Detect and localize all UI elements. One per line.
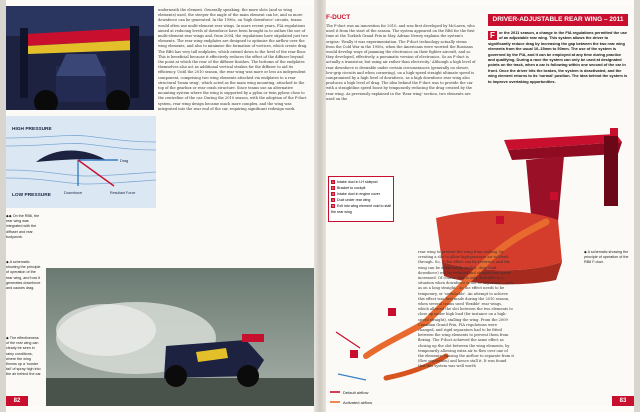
rear-wing-photo [6,6,154,110]
section-banner: DRIVER-ADJUSTABLE REAR WING – 2011 [488,14,628,26]
callout-4 [550,192,558,200]
legend-item-4: 4 Duct under rear wing [332,198,371,202]
adjustable-wing-intro [488,30,628,84]
pressure-diagram [6,116,156,208]
rain-race-photo [46,268,314,406]
key-activated-airflow: Activated airflow [343,400,373,405]
callout-1 [350,350,358,358]
caption-fduct-schematic: ◆ A schematic showing the principle of operation of the RB6 F-duct. [584,250,629,265]
legend-item-3: 3 Intake duct in engine cover [332,192,380,196]
intro-text: or the 2011 season, a change in the FIA regulations permitted the use of an adjustable rear wing. This system allows the driver to significantly reduce drag by increasing the gap between the two rear wing elements from the usual 10–15mm to 50mm. The use of the system is governed by the FIA, and it can be employed at any time during practice and qualifying. During a race the system can only be used at designated points on the track, when a car is following within one second of the car in front. Once the driver hits the brakes, the system is deactivated, and the wing element returns to its 'normal' position. The idea behind the system is to improve overtaking opportunities. [488,30,628,84]
high-pressure-label: HIGH PRESSURE [12,127,52,132]
left-body-text: underneath the element. Generally speaking, the more slots (and so wing elements) used, the steeper the angle of the main element can be, and so more downforce can be generated. In the 1990s, on 'high downforce' circuits, teams would often use multi-element rear wings. In more recent years, FIA regulations aimed at reducing levels of downforce have been brought in to outlaw the use of multi-element rear wings and, from 2004, the regulations have stipulated just two elements. The rear wing endplates are designed to optimise the airflow over the wing elements, and also to minimise the formation of vortices, which create drag. The RB6 has very tall endplates, which extend down to the level of the rear floor. This is beneficial because it effectively reduces the effect of the diffuser beyond the point at which the rear of the diffuser finishes. The bottoms of the endplates themselves also act as additional vertical strakes for the diffuser to aid its efficiency. Until the 2010 season, the rear wing was more or less an independent component, comprising two wing elements attached via endplates to a rear structural 'beam wing', which acted as the main wing mounting, attached to the top of the gearbox or rear crash structure. Since teams use an alternative mounting system where the wing is supported by a pylon or twin pylons close to the centreline of the car. During the 2010 season, with the adoption of the F-duct system, rear wing design became much more complex, and the wing was integrated into the rear end of the car, requiring significant redesign work. [158,8,308,111]
legend-item-5: 5 Exit into wing element void to stall the rear wing [331,204,391,214]
callout-3 [496,216,504,224]
page-number-right: 83 [612,396,634,406]
downforce-label: Downforce [64,191,83,195]
legend-item-2: 2 Bracket to cockpit [332,186,366,190]
legend-item-1: 1 Intake duct in LH sidepod [332,180,378,184]
gutter [314,0,326,412]
page-number-left: 82 [6,396,28,406]
fduct-legend [328,176,394,222]
fduct-body-text-2: rear wing to prevent the wing from stalling, by creating a slot to allow high-pressure air to bleed through. So, if this effect can be reversed, and the wing can be deliberately stalled, drag (and downforce) will be reduced and straight-line speed increased. Of course, this is only desirable in a situation when downforce is not so important – such as on a long straight – so the effect needs to be temporary, or 'switchable'. An attempt to achieve this effect was first made during the 2010 season, when several teams used 'flexible' rear wings, which allowed the slot between the two elements to close up under high load (for instance on a high-speed straight), stalling the wing. From the 2009 Canadian Grand Prix, FIA regulations were changed, and rigid separators had to be fitted between the wing elements to prevent them from flexing. The F-duct achieved the same effect as closing up the slot between the wing elements, by temporarily allowing extra air to flow over one of the elements, causing the airflow to separate from it (flow separation) and hence stall it. It was found that this system was well worth [418,250,514,369]
resultant-force-label: Resultant Force [110,191,136,195]
page-edge-right [634,0,640,412]
callout-5 [610,128,618,136]
caption-rear-wing-schematic: ◆ A schematic showing the principle of operation of the rear wing, and how it generates downforce and causes drag. [6,260,41,291]
caption-rain-spray: ◆ The effectiveness of the rear wing can clearly be seen in rainy conditions, where the wing throws up a 'rooster tail' of spray high into the air behind the car. [6,336,42,377]
callout-2 [388,308,396,316]
right-page [326,6,634,406]
intro-dropcap: F [488,31,497,40]
drag-label: Drag [120,159,129,163]
low-pressure-label: LOW PRESSURE [12,193,51,198]
left-page [6,6,314,406]
key-default-airflow: Default airflow [343,390,369,395]
fduct-body-text: The F-duct was an innovation for 2010, and was first developed by McLaren, who used it from the start of the season. The system appeared on the RB6 for the first time at the Turkish Grand Prix in May. Adrian Newey explains the system's origins: 'Really it was experimentation. The F-duct technology actually stems from the Cold War in the 1950s, when the Americans were worried the Russians would develop ways of jamming the electronics on their fighter aircraft, and so they developed, effectively, a pneumatic version of electronics. So an F-duct is actually a transistor, but using air rather than electricity.' Although a high level of rear downforce is desirable under certain circumstances (generally on slower, low-grip circuits and when cornering), on a high-speed straight ultimate speed is compromised by a high level of downforce, as a high downforce rear wing also produces a high level of drag. The idea behind the F-duct was to provide the car with a straightline speed boost by temporarily reducing the drag created by the rear wing. As previously explained in the 'Rear wing' section, two elements are used on the [326,24,476,101]
caption-rb6-rear-wing: ◆◆ On the RB6, the rear wing was integrated with the diffuser and rear bodywork. [6,214,40,239]
fduct-title: F-DUCT [326,14,351,21]
